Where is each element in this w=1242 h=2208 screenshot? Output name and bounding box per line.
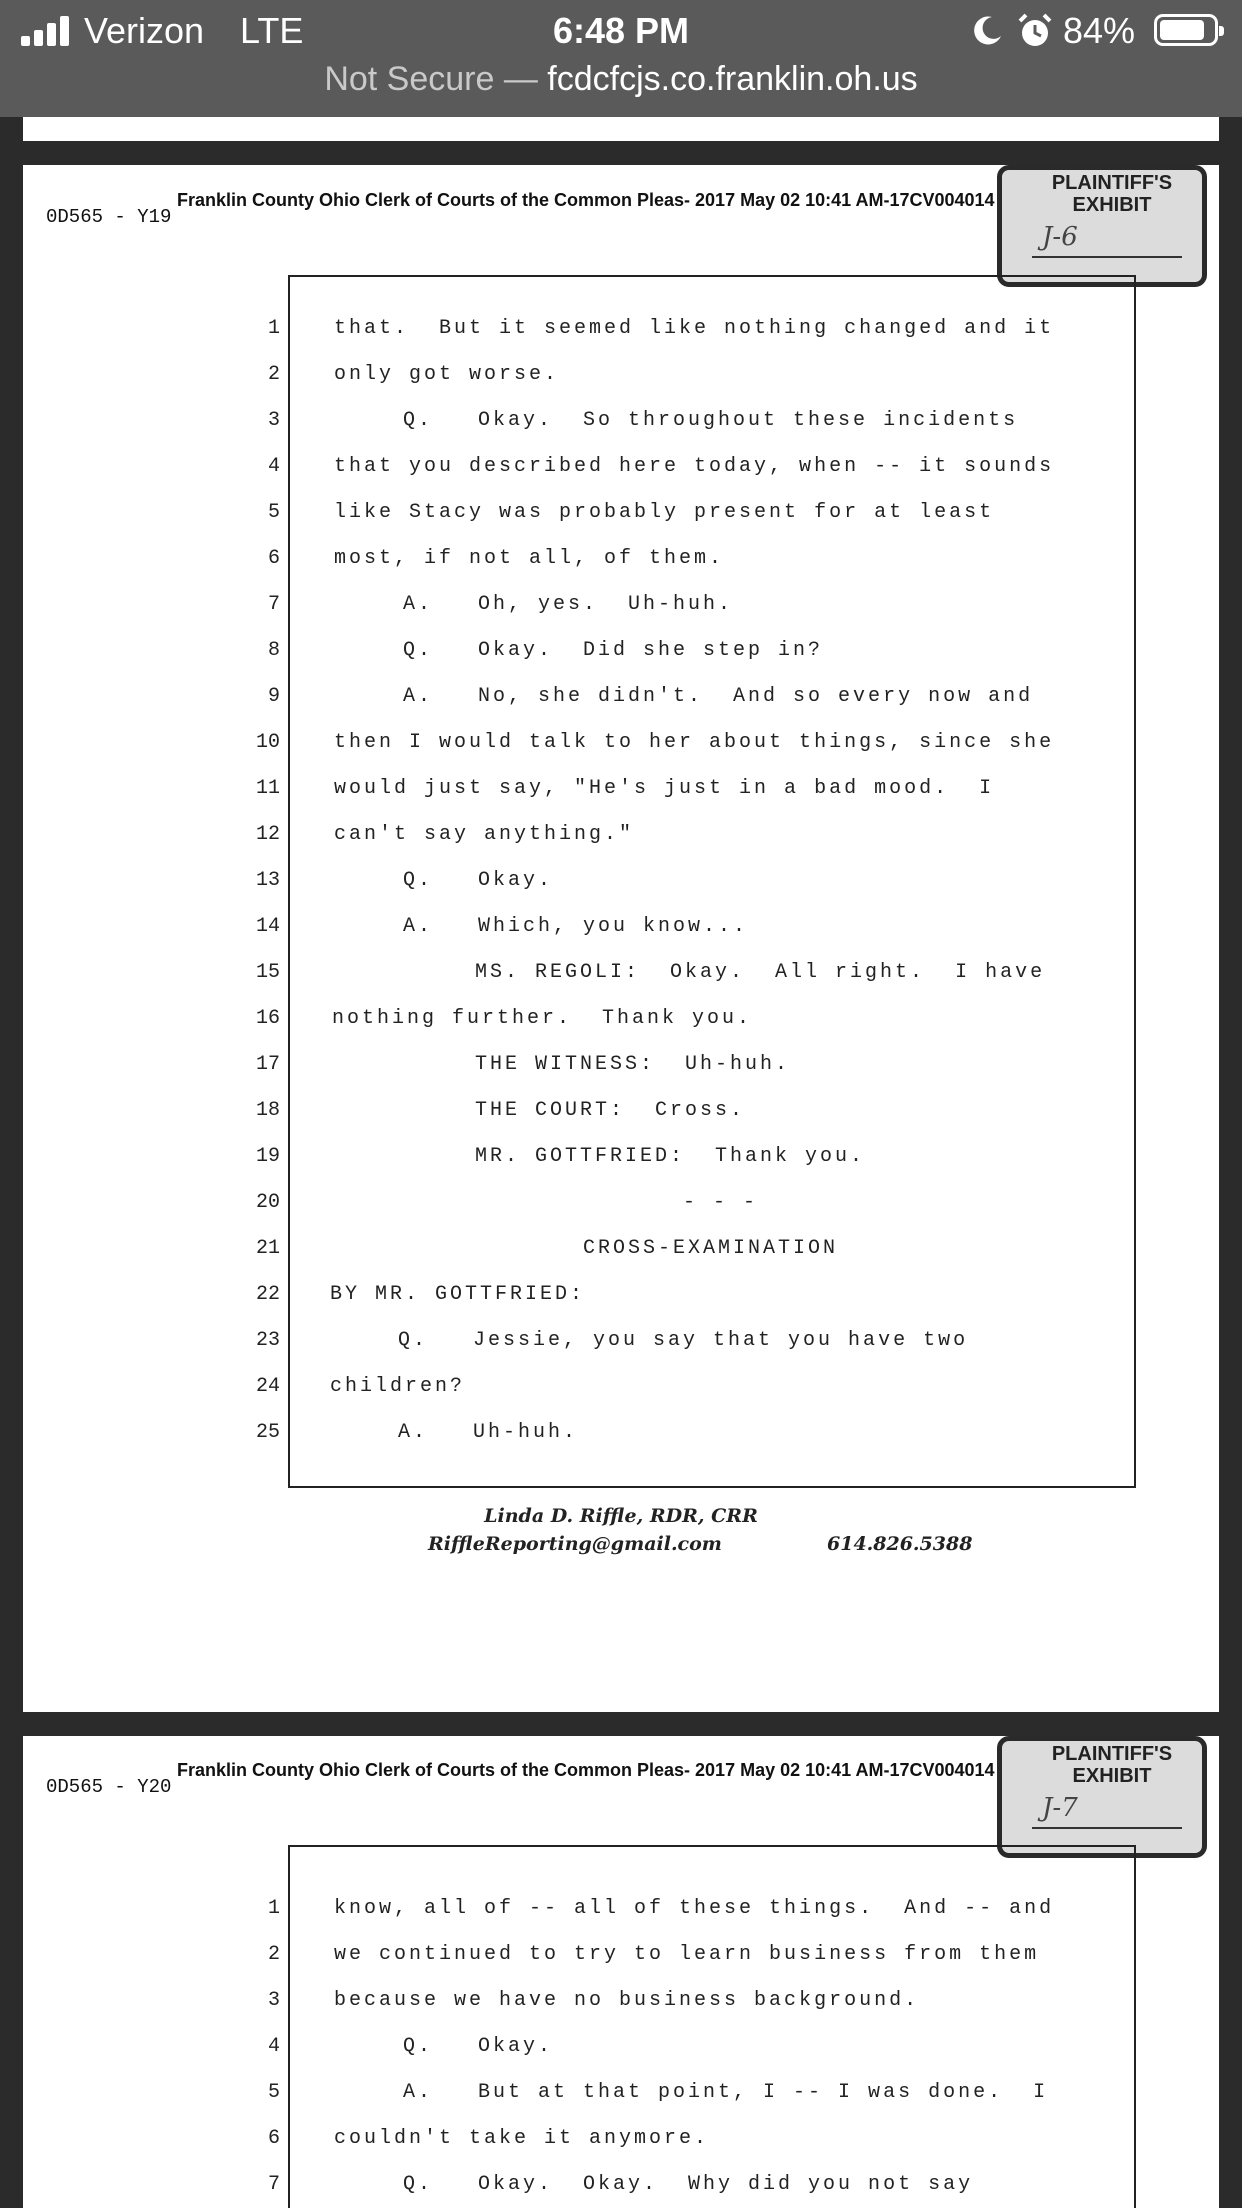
transcript-line: then I would talk to her about things, since she [334, 731, 1055, 754]
line-number: 15 [255, 961, 280, 984]
stamp-number: J-7 [1042, 1793, 1078, 1823]
line-number: 1 [267, 317, 280, 340]
url-bar[interactable] [0, 60, 1242, 99]
transcript-line: that. But it seemed like nothing changed and it [334, 317, 1055, 340]
line-number: 18 [255, 1099, 280, 1122]
status-bar [0, 0, 1242, 62]
transcript-line: we continued to try to learn business from them [334, 1943, 1040, 1966]
battery-icon [1154, 14, 1218, 46]
transcript-line: THE COURT: Cross. [475, 1099, 746, 1122]
line-number: 25 [255, 1421, 280, 1444]
transcript-line: children? [330, 1375, 466, 1398]
page-id: 0D565 - Y20 [46, 1776, 172, 1798]
transcript-line: most, if not all, of them. [334, 547, 725, 570]
transcript-line: A. Uh-huh. [398, 1421, 579, 1444]
moon-icon [970, 14, 1004, 48]
transcript-page [23, 1736, 1219, 2208]
transcript-line: would just say, "He's just in a bad mood. I [334, 777, 995, 800]
transcript-line: Q. Jessie, you say that you have two [398, 1329, 969, 1352]
line-number: 7 [267, 2173, 280, 2196]
security-label: Not Secure — [324, 60, 538, 98]
line-number: 7 [267, 593, 280, 616]
line-number: 14 [255, 915, 280, 938]
transcript-line: Q. Okay. [403, 869, 554, 892]
carrier-name: Verizon [84, 10, 205, 51]
transcript-line: Q. Okay. [403, 2035, 554, 2058]
line-number: 3 [267, 1989, 280, 2012]
transcript-line: that you described here today, when -- it sounds [334, 455, 1055, 478]
line-number: 22 [255, 1283, 280, 1306]
line-number: 19 [255, 1145, 280, 1168]
transcript-line: because we have no business background. [334, 1989, 920, 2012]
transcript-line: like Stacy was probably present for at least [334, 501, 995, 524]
line-number: 4 [267, 2035, 280, 2058]
line-number: 5 [267, 2081, 280, 2104]
previous-page-bottom [23, 117, 1219, 141]
transcript-line: A. Which, you know... [403, 915, 749, 938]
line-number: 23 [255, 1329, 280, 1352]
clock: 6:48 PM [552, 10, 690, 51]
transcript-line: Q. Okay. Did she step in? [403, 639, 824, 662]
line-number: 21 [255, 1237, 280, 1260]
stamp-subtitle: EXHIBIT [1072, 1765, 1152, 1787]
transcript-line: can't say anything." [334, 823, 635, 846]
line-number: 5 [267, 501, 280, 524]
line-number: 1 [267, 1897, 280, 1920]
line-number: 3 [267, 409, 280, 432]
battery-level-fill [1160, 20, 1204, 40]
clerk-header: Franklin County Ohio Clerk of Courts of the Common Pleas- 2017 May 02 10:41 AM-17CV004014 [177, 1760, 995, 1780]
transcript-line: couldn't take it anymore. [334, 2127, 710, 2150]
line-number: 9 [267, 685, 280, 708]
line-number: 13 [255, 869, 280, 892]
browser-chrome [0, 0, 1242, 117]
line-number: 8 [267, 639, 280, 662]
battery-percent: 84% [1063, 10, 1136, 51]
url-host: fcdcfcjs.co.franklin.oh.us [547, 60, 918, 98]
line-number: 20 [255, 1191, 280, 1214]
transcript-line: nothing further. Thank you. [332, 1007, 753, 1030]
stamp-number: J-6 [1042, 222, 1078, 252]
transcript-line: MR. GOTTFRIED: Thank you. [475, 1145, 866, 1168]
transcript-line: know, all of -- all of these things. And -- and [334, 1897, 1055, 1920]
transcript-line: A. No, she didn't. And so every now and [403, 685, 1034, 708]
line-number: 16 [255, 1007, 280, 1030]
transcript-line: Q. Okay. Okay. Why did you not say [403, 2173, 974, 2196]
transcript-page [23, 165, 1219, 1712]
line-number: 11 [255, 777, 280, 800]
transcript-line: - - - [683, 1191, 759, 1214]
transcript-line: BY MR. GOTTFRIED: [330, 1283, 586, 1306]
reporter-phone: 614.826.5388 [827, 1533, 973, 1555]
line-number: 4 [267, 455, 280, 478]
transcript-line: A. But at that point, I -- I was done. I [403, 2081, 1049, 2104]
line-number: 2 [267, 363, 280, 386]
transcript-line: THE WITNESS: Uh-huh. [475, 1053, 791, 1076]
line-number: 2 [267, 1943, 280, 1966]
stamp-title: PLAINTIFF'S [1051, 1743, 1173, 1765]
alarm-icon [1016, 12, 1054, 50]
line-number: 12 [255, 823, 280, 846]
network-type: LTE [240, 10, 304, 51]
transcript-line: only got worse. [334, 363, 560, 386]
transcript-line: A. Oh, yes. Uh-huh. [403, 593, 734, 616]
stamp-subtitle: EXHIBIT [1072, 194, 1152, 216]
line-number: 10 [255, 731, 280, 754]
transcript-line: MS. REGOLI: Okay. All right. I have [475, 961, 1046, 984]
reporter-name: Linda D. Riffle, RDR, CRR [484, 1505, 758, 1527]
stamp-title: PLAINTIFF'S [1051, 172, 1173, 194]
transcript-line: Q. Okay. So throughout these incidents [403, 409, 1019, 432]
line-number: 17 [255, 1053, 280, 1076]
line-number: 6 [267, 547, 280, 570]
transcript-line: CROSS-EXAMINATION [583, 1237, 839, 1260]
exhibit-stamp [997, 165, 1207, 287]
page-id: 0D565 - Y19 [46, 206, 172, 228]
reporter-email: RiffleReporting@gmail.com [428, 1533, 722, 1555]
line-number: 6 [267, 2127, 280, 2150]
exhibit-stamp [997, 1736, 1207, 1858]
clerk-header: Franklin County Ohio Clerk of Courts of the Common Pleas- 2017 May 02 10:41 AM-17CV004014 [177, 190, 995, 210]
line-number: 24 [255, 1375, 280, 1398]
